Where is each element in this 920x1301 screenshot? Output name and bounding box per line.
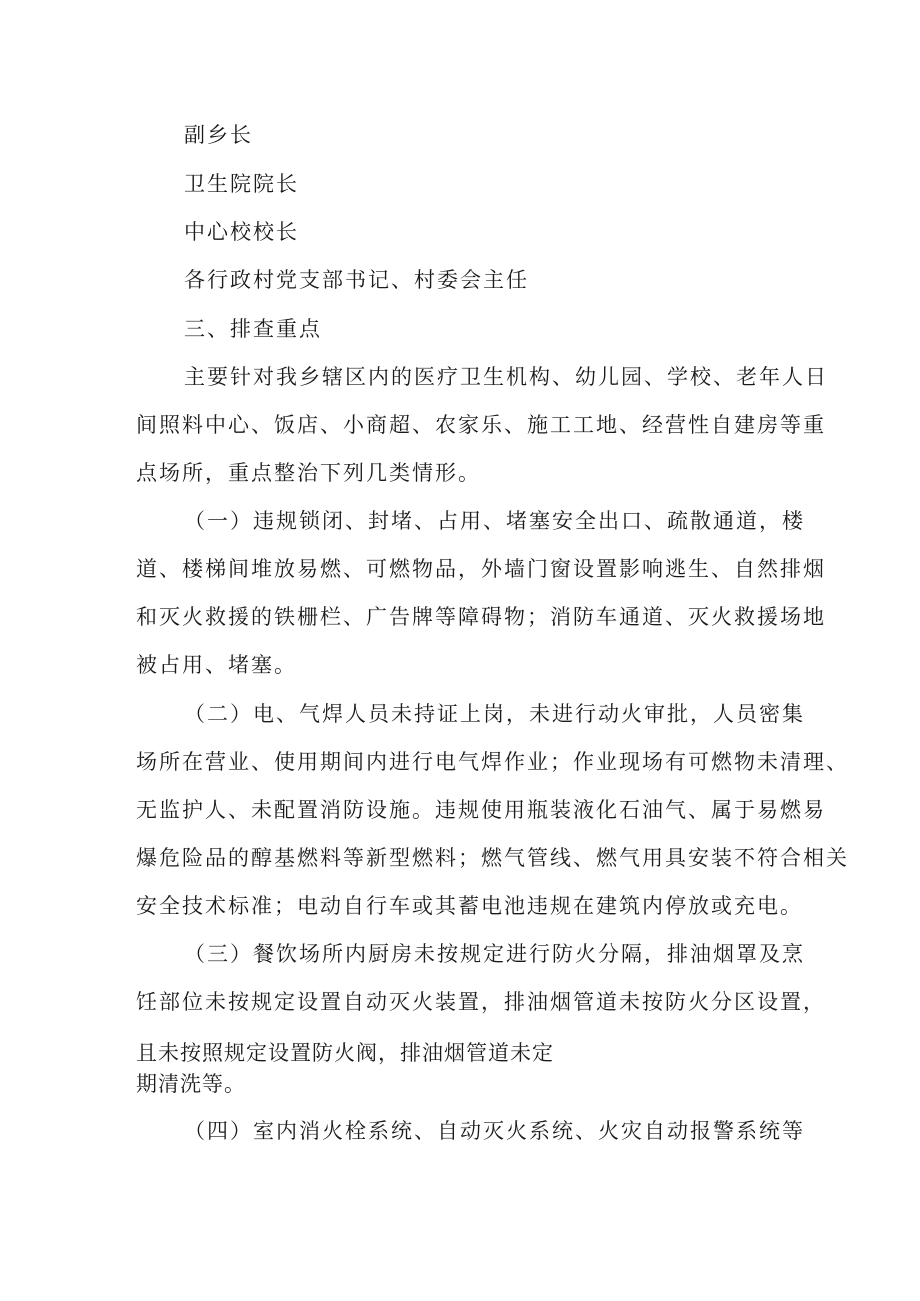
item-two-line: 场所在营业、使用期间内进行电气焊作业；作业现场有可燃物未清理、 [136,750,849,774]
item-four-line: （四）室内消火栓系统、自动灭火系统、火灾自动报警系统等 [184,1119,805,1143]
item-one-line: 道、楼梯间堆放易燃、可燃物品，外墙门窗设置影响逃生、自然排烟 [136,557,826,581]
item-two-line: 爆危险品的醇基燃料等新型燃料；燃气管线、燃气用具安装不符合相关 [136,846,849,870]
paragraph-line: 主要针对我乡辖区内的医疗卫生机构、幼儿园、学校、老年人日 [184,365,828,389]
text-line-central-school-principal: 中心校校长 [184,220,299,244]
item-one-line: 被占用、堵塞。 [136,653,297,677]
text-line-health-center-director: 卫生院院长 [184,172,299,196]
item-two-line: 安全技术标准；电动自行车或其蓄电池违规在建筑内停放或充电。 [136,894,803,918]
item-three-line: 期清洗等。 [136,1072,246,1096]
item-three-line: 饪部位未按规定设置自动灭火装置，排油烟管道未按防火分区设置， [136,990,826,1014]
item-one-line: （一）违规锁闭、封堵、占用、堵塞安全出口、疏散通道，楼 [184,509,805,533]
paragraph-line: 间照料中心、饭店、小商超、农家乐、施工工地、经营性自建房等重 [136,413,826,437]
item-two-line: 无监护人、未配置消防设施。违规使用瓶装液化石油气、属于易燃易 [136,798,826,822]
section-heading-inspection-focus: 三、排查重点 [184,317,322,341]
item-three-line: 且未按照规定设置防火阀，排油烟管道未定 [136,1041,554,1065]
item-one-line: 和灭火救援的铁栅栏、广告牌等障碍物；消防车通道、灭火救援场地 [136,605,826,629]
paragraph-line: 点场所，重点整治下列几类情形。 [136,461,481,485]
item-three-line: （三）餐饮场所内厨房未按规定进行防火分隔，排油烟罩及烹 [184,942,805,966]
text-line-deputy-township-head: 副乡长 [184,123,253,147]
text-line-village-secretaries: 各行政村党支部书记、村委会主任 [184,268,529,292]
item-two-line: （二）电、气焊人员未持证上岗，未进行动火审批，人员密集 [184,702,805,726]
